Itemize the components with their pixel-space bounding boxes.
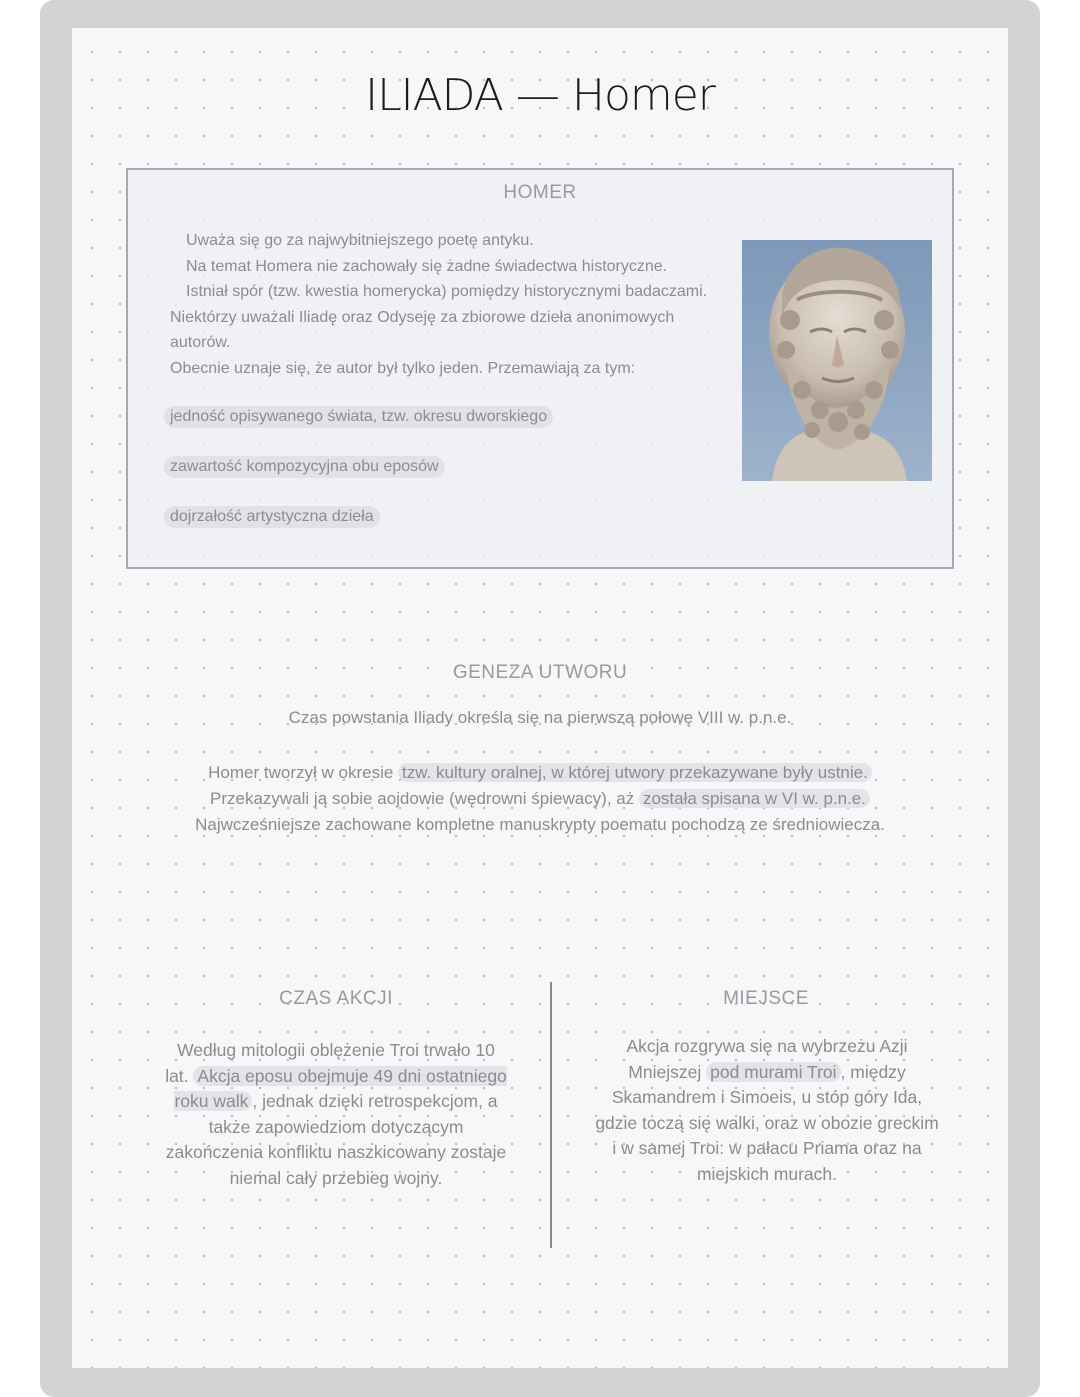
geneza-paragraph-1: Czas powstania Iliady określa się na pierwszą połowę VIII w. p.n.e. <box>288 708 792 727</box>
homer-line: Istniał spór (tzw. kwestia homerycka) pomiędzy historycznymi badaczami. Niektórzy uważali Iliadę oraz Odyseję za zbiorowe dzieła anonimowych autorów. <box>170 283 708 351</box>
miejsce-heading: MIEJSCE <box>723 988 809 1009</box>
geneza-heading: GENEZA UTWORU <box>452 662 628 683</box>
homer-heading: HOMER <box>503 182 577 203</box>
miejsce-text-part: Akcja rozgrywa się na wybrzeżu Azji Mniejszej <box>626 1036 908 1082</box>
geneza-highlight: tzw. kultury oralnej, w której utwory przekazywane były ustnie. <box>398 763 872 782</box>
czas-text: , jednak dzięki retrospekcjom, a także zapowiedziom dotyczącym zakończenia konfliktu naszkicowany zostaje niemal cały przebieg wojny. <box>165 1091 507 1188</box>
miejsce-highlight: pod murami Troi <box>706 1062 840 1082</box>
homer-argument-item: dojrzałość artystyczna dzieła <box>164 506 380 528</box>
homer-section-box <box>126 168 954 569</box>
homer-bust-icon <box>742 240 932 481</box>
homer-argument-item: jedność opisywanego świata, tzw. okresu dworskiego <box>164 406 553 428</box>
column-divider <box>550 982 552 1248</box>
homer-arguments-list <box>164 406 553 556</box>
geneza-text: Homer tworzył w okresie <box>208 763 399 782</box>
czas-highlight: Akcja eposu obejmuje 49 dni ostatniego roku walk <box>174 1065 507 1111</box>
czas-akcji-text <box>164 1038 508 1191</box>
homer-text-block <box>170 228 730 381</box>
homer-line: Uważa się go za najwybitniejszego poetę antyku. <box>186 232 534 249</box>
geneza-text: Najwcześniejsze zachowane kompletne manuskrypty poematu pochodzą ze średniowiecza. <box>195 815 885 834</box>
homer-line: Obecnie uznaje się, że autor był tylko jeden. Przemawiają za tym: <box>170 359 636 377</box>
miejsce-text <box>594 1034 940 1187</box>
geneza-highlight: została spisana w VI w. p.n.e. <box>639 789 870 808</box>
czas-akcji-heading: CZAS AKCJI <box>279 988 393 1009</box>
miejsce-text-part: , między Skamandrem i Simoeis, u stóp góry Ida, gdzie toczą się walki, oraz w obozie greckim i w samej Troi: w pałacu Priama oraz na miejskich murach. <box>595 1061 939 1184</box>
homer-bust-image <box>742 240 932 481</box>
geneza-text: Przekazywali ją sobie aojdowie (wędrowni śpiewacy), aż <box>210 789 639 808</box>
homer-line: Na temat Homera nie zachowały się żadne świadectwa historyczne. <box>186 257 668 275</box>
page-title: ILIADA — Homer <box>365 70 715 121</box>
czas-text: Według mitologii oblężenie Troi trwało 10 lat. <box>165 1040 495 1086</box>
homer-argument-item: zawartość kompozycyjna obu eposów <box>164 456 445 478</box>
geneza-paragraph-2 <box>162 760 918 838</box>
